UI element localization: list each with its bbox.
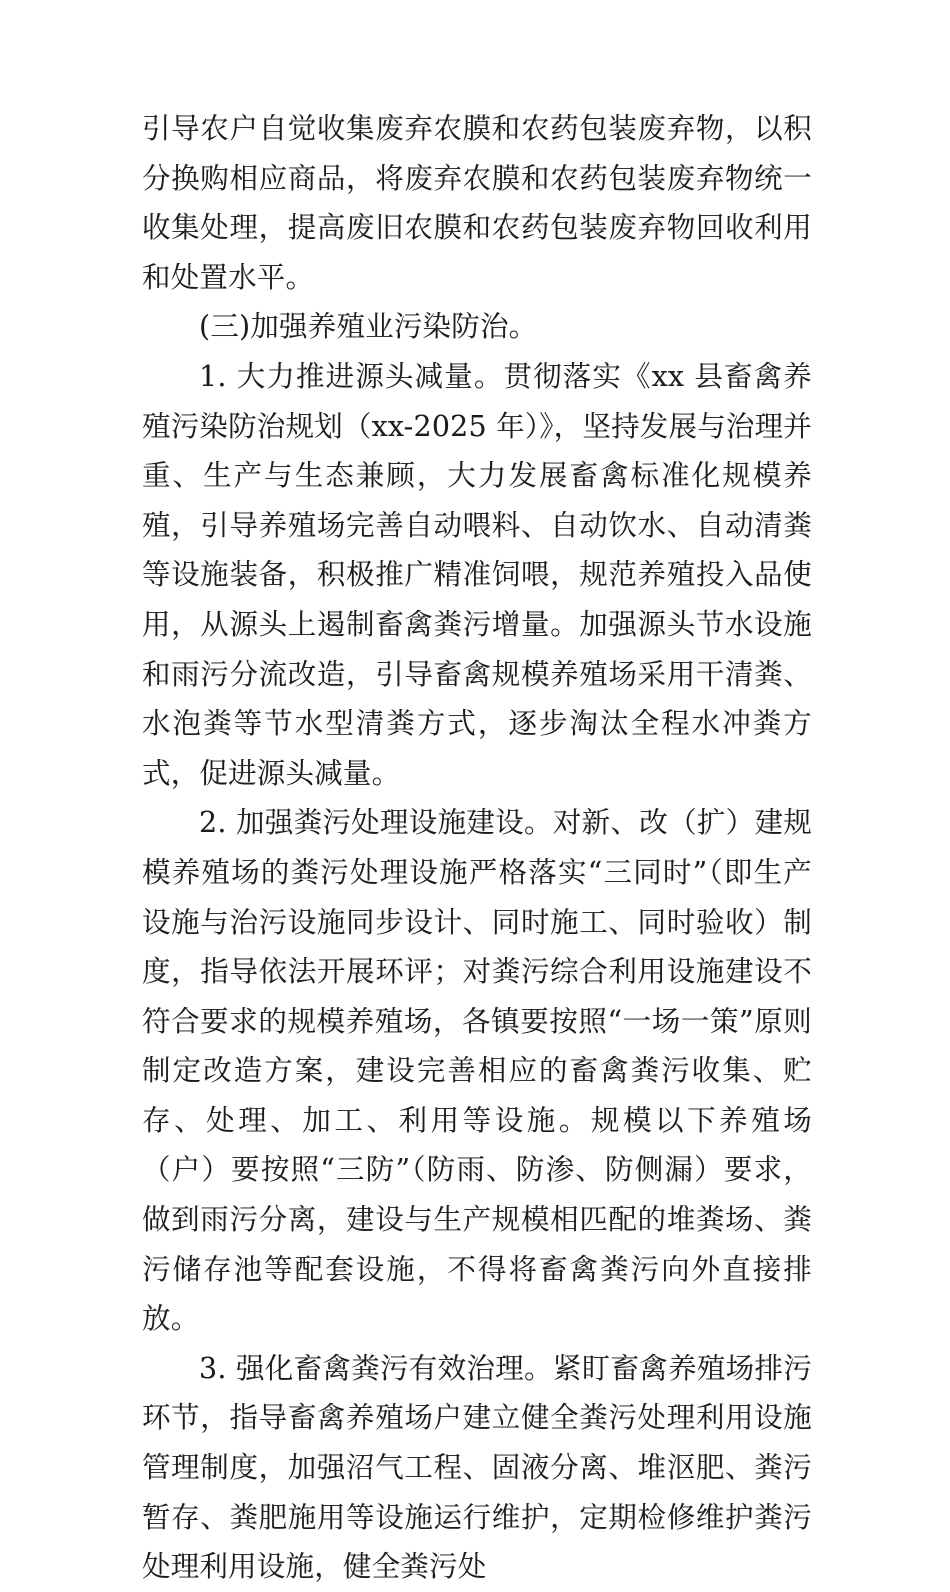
paragraph-item-3-manure-treatment: 3. 强化畜禽粪污有效治理。紧盯畜禽养殖场排污环节，指导畜禽养殖场户建立健全粪污处理利用设施管理制度，加强沼气工程、固液分离、堆沤肥、粪污暂存、粪肥施用等设施运行维护，定期检修维护粪污处理利用设施，健全粪污处	[142, 1351, 812, 1584]
heading-section-three: (三)加强养殖业污染防治。	[199, 310, 538, 344]
text-column	[142, 104, 812, 1592]
paragraph-agricultural-film-recycling: 引导农户自觉收集废弃农膜和农药包装废弃物，以积分换购相应商品，将废弃农膜和农药包装废弃物统一收集处理，提高废旧农膜和农药包装废弃物回收利用和处置水平。	[142, 112, 812, 294]
paragraph-item-1-source-reduction: 1. 大力推进源头减量。贯彻落实《xx 县畜禽养殖污染防治规划（xx-2025 年）》，坚持发展与治理并重、生产与生态兼顾，大力发展畜禽标准化规模养殖，引导养殖场完善自动喂料、自动饮水、自动清粪等设施装备，积极推广精准饲喂，规范养殖投入品使用，从源头上遏制畜禽粪污增量。加强源头节水设施和雨污分流改造，引导畜禽规模养殖场采用干清粪、水泡粪等节水型清粪方式，逐步淘汰全程水冲粪方式，促进源头减量。	[142, 359, 812, 790]
paragraph-item-2-manure-facilities: 2. 加强粪污处理设施建设。对新、改（扩）建规模养殖场的粪污处理设施严格落实“三同时”（即生产设施与治污设施同步设计、同时施工、同时验收）制度，指导依法开展环评；对粪污综合利用设施建设不符合要求的规模养殖场，各镇要按照“一场一策”原则制定改造方案，建设完善相应的畜禽粪污收集、贮存、处理、加工、利用等设施。规模以下养殖场（户）要按照“三防”（防雨、防渗、防侧漏）要求，做到雨污分离，建设与生产规模相匹配的堆粪场、粪污储存池等配套设施，不得将畜禽粪污向外直接排放。	[142, 806, 812, 1336]
